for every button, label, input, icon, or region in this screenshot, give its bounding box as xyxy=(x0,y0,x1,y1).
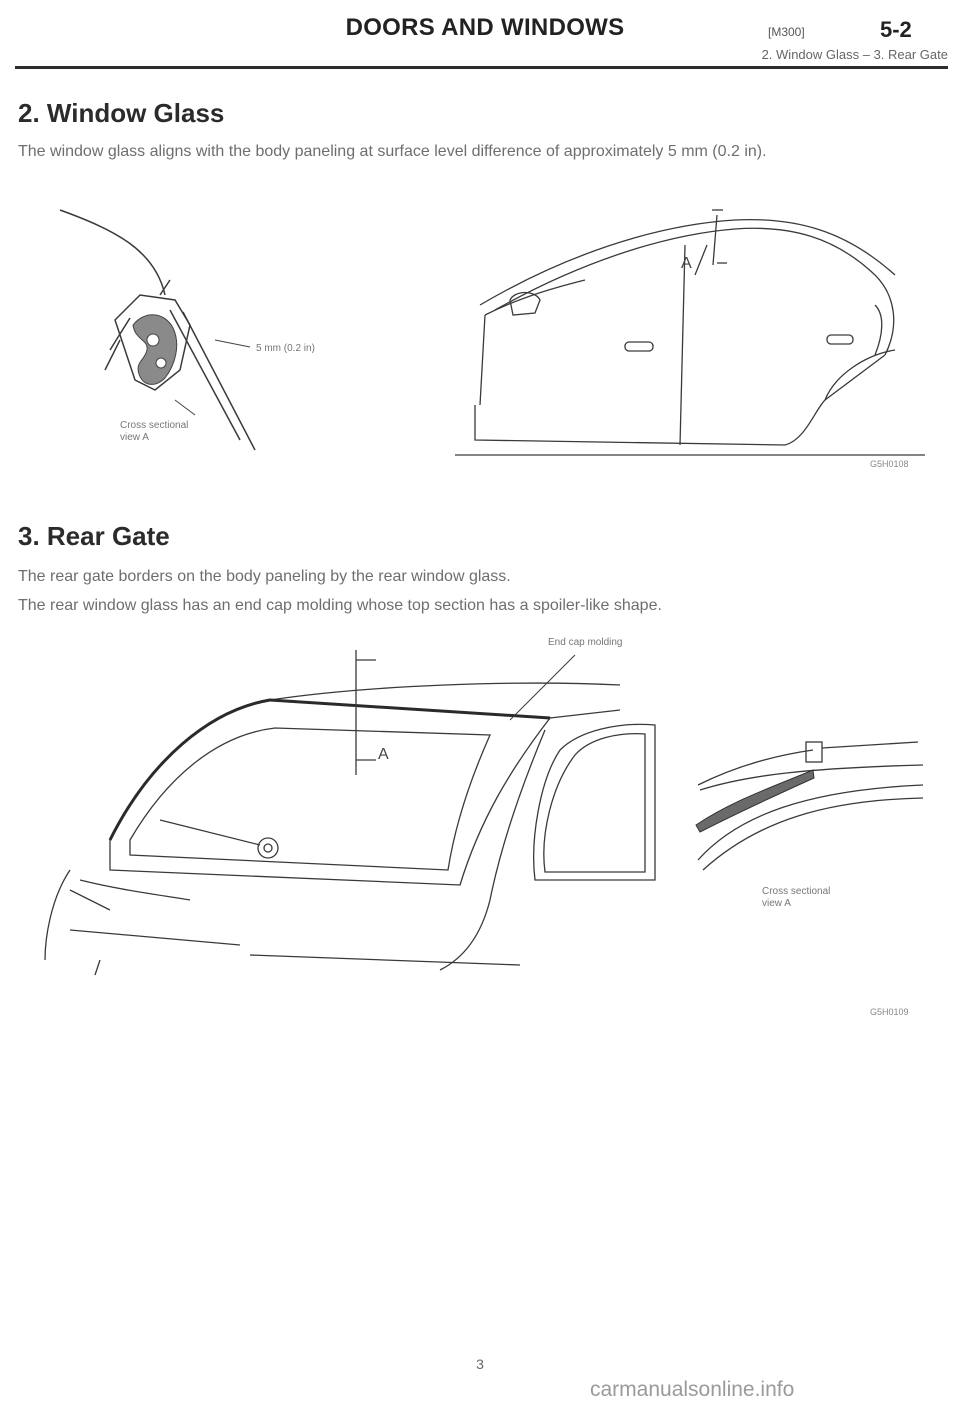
molding-cross-section-illustration xyxy=(688,730,928,880)
rear-cross-section-label-line2: view A xyxy=(762,898,791,909)
section-marker-a: A xyxy=(681,255,692,272)
section-marker-a-rear: A xyxy=(378,746,389,763)
watermark: carmanualsonline.info xyxy=(590,1378,795,1401)
car-side-view-illustration xyxy=(455,205,925,465)
header-breadcrumb: 2. Window Glass – 3. Rear Gate xyxy=(761,47,948,62)
rear-gate-heading: 3. Rear Gate xyxy=(18,521,170,551)
cross-section-label-line1: Cross sectional xyxy=(120,420,189,431)
window-glass-heading: 2. Window Glass xyxy=(18,98,225,128)
rear-gate-body-line1: The rear gate borders on the body paneling by the rear window glass. xyxy=(18,568,511,585)
header-divider xyxy=(15,66,948,69)
cross-section-label-line2: view A xyxy=(120,432,149,443)
figure-id-2: G5H0109 xyxy=(870,1007,909,1017)
end-cap-molding-callout: End cap molding xyxy=(548,637,623,648)
page-number: 3 xyxy=(476,1356,484,1372)
figure-id-1: G5H0108 xyxy=(870,459,909,469)
window-glass-body: The window glass aligns with the body paneling at surface level difference of approximately 5 mm (0.2 in). xyxy=(18,143,767,160)
manual-code: [M300] xyxy=(768,25,805,39)
rear-gate-body-line2: The rear window glass has an end cap molding whose top section has a spoiler-like shape. xyxy=(18,597,662,614)
gap-callout: 5 mm (0.2 in) xyxy=(256,343,315,354)
rear-cross-section-label-line1: Cross sectional xyxy=(762,886,831,897)
page-header-title: DOORS AND WINDOWS xyxy=(345,14,625,41)
rear-gate-illustration xyxy=(40,640,680,980)
section-number: 5-2 xyxy=(880,17,912,42)
